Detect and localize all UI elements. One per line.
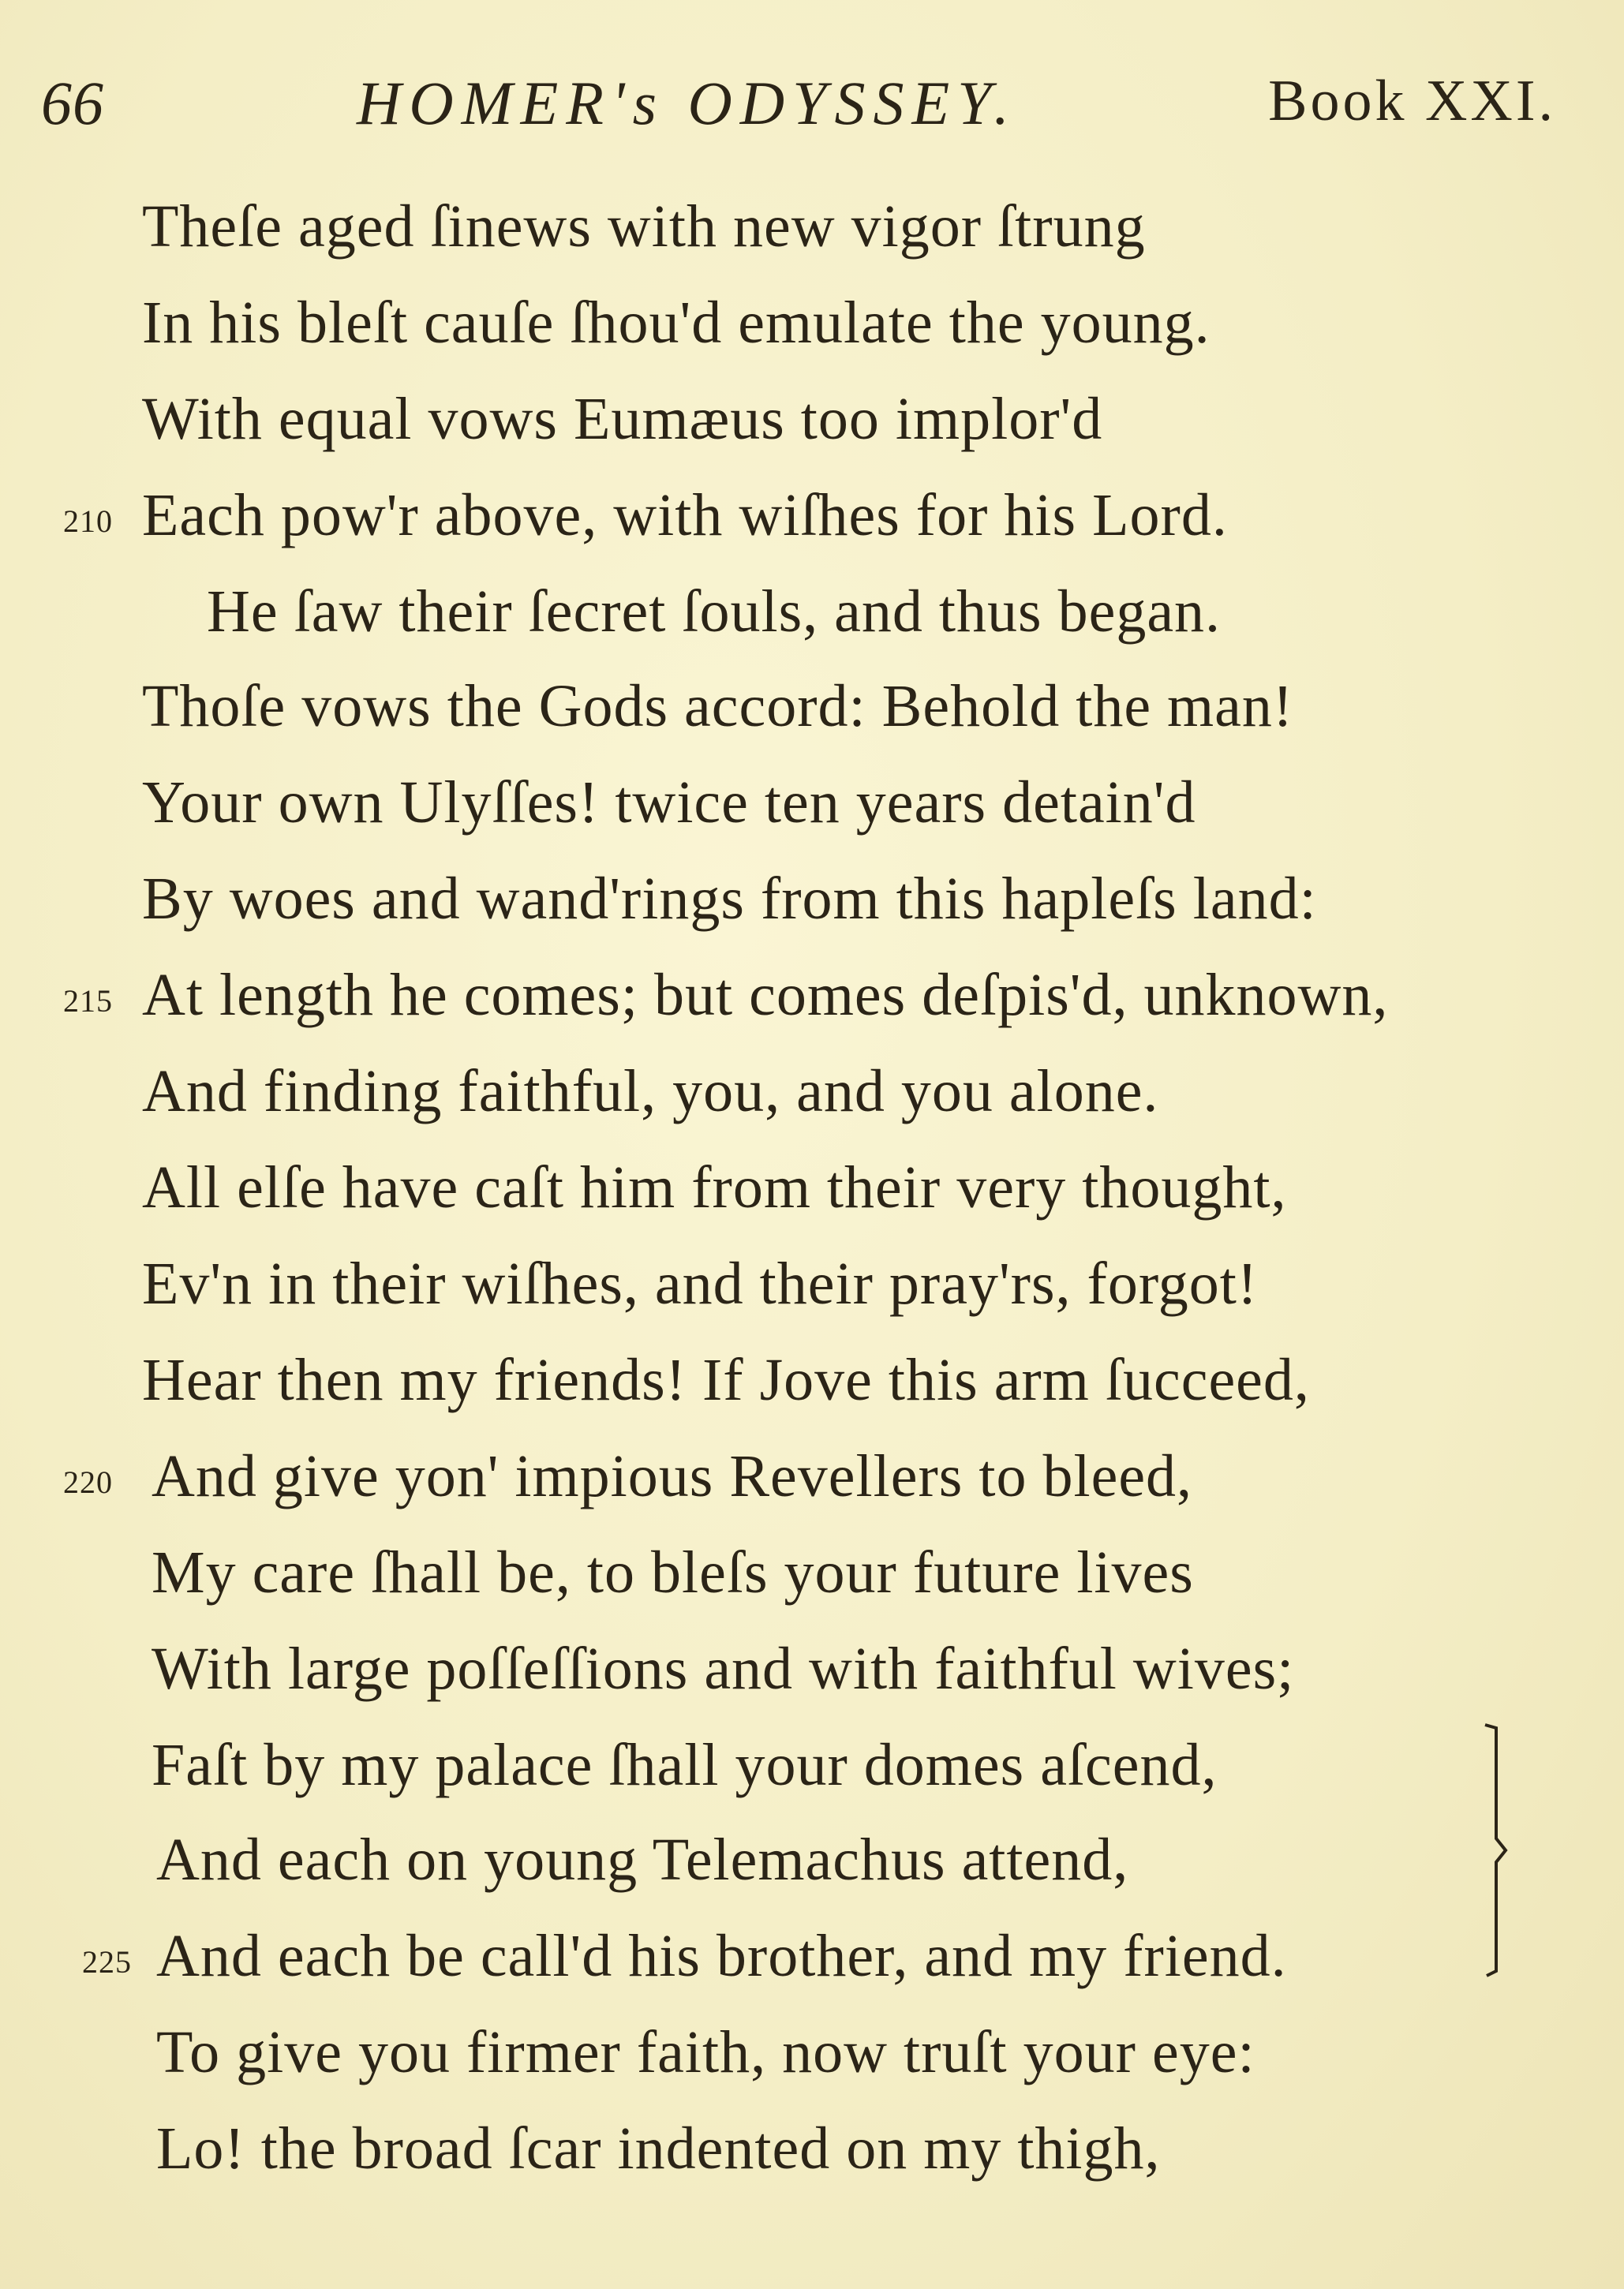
verse-text: With equal vows Eumæus too implor'd bbox=[142, 386, 1103, 452]
verse-text: All elſe have caſt him from their very thought, bbox=[142, 1154, 1287, 1221]
verse-line bbox=[0, 1052, 1624, 1148]
verse-text: Hear then my friends! If Jove this arm ſucceed, bbox=[142, 1347, 1310, 1413]
verse-line bbox=[0, 1148, 1624, 1244]
verse-line bbox=[0, 1533, 1624, 1629]
verse-line bbox=[0, 283, 1624, 380]
book-label: Book XXI. bbox=[1268, 69, 1556, 133]
verse-text: With large poſſeſſions and with faithful wives; bbox=[152, 1636, 1295, 1702]
triplet-brace bbox=[1480, 1720, 1512, 1980]
verse-text: Each pow'r above, with wiſhes for his Lord. bbox=[142, 482, 1228, 548]
verse-text: My care ſhall be, to bleſs your future lives bbox=[152, 1539, 1194, 1606]
verse-line bbox=[0, 1244, 1624, 1341]
line-number: 225 bbox=[82, 1944, 132, 1980]
verse-text: And finding faithful, you, and you alone. bbox=[142, 1058, 1159, 1124]
verse-text: At length he comes; but comes deſpis'd, unknown, bbox=[142, 962, 1389, 1028]
verse-text: He ſaw their ſecret ſouls, and thus began. bbox=[207, 578, 1222, 645]
verse-text: Ev'n in their wiſhes, and their pray'rs, forgot! bbox=[142, 1251, 1259, 1317]
line-number: 210 bbox=[63, 503, 113, 539]
verse-line bbox=[0, 1341, 1624, 1437]
verse-text: In his bleſt cauſe ſhou'd emulate the young. bbox=[142, 290, 1211, 356]
verse-text: Thoſe vows the Gods accord: Behold the man! bbox=[142, 673, 1294, 739]
verse-text: Lo! the broad ſcar indented on my thigh, bbox=[156, 2115, 1161, 2182]
verse-line bbox=[0, 1820, 1624, 1917]
verse-line bbox=[0, 1437, 1624, 1533]
verse-text: And each on young Telemachus attend, bbox=[156, 1827, 1129, 1893]
verse-line bbox=[0, 2013, 1624, 2109]
verse-text: Theſe aged ſinews with new vigor ſtrung bbox=[142, 193, 1146, 260]
verse-text: Faſt by my palace ſhall your domes aſcend, bbox=[152, 1732, 1218, 1798]
line-number: 220 bbox=[63, 1464, 113, 1500]
verse-text: By woes and wand'rings from this hapleſs land: bbox=[142, 866, 1317, 932]
verse-text: Your own Ulyſſes! twice ten years detain'd bbox=[142, 769, 1196, 836]
verse-text: And each be call'd his brother, and my friend. bbox=[156, 1923, 1287, 1989]
page-header bbox=[41, 68, 1556, 147]
verse-line bbox=[0, 572, 1624, 668]
verse-line bbox=[0, 476, 1624, 572]
verse-line bbox=[0, 187, 1624, 283]
verse-line bbox=[0, 667, 1624, 763]
verse-line bbox=[0, 763, 1624, 859]
verse-line bbox=[0, 2109, 1624, 2205]
verse-line bbox=[0, 1629, 1624, 1726]
verse-line bbox=[0, 380, 1624, 476]
verse-text: To give you firmer faith, now truſt your eye: bbox=[156, 2019, 1255, 2085]
verse-line bbox=[0, 1726, 1624, 1822]
verse-line bbox=[0, 859, 1624, 956]
page-number: 66 bbox=[41, 69, 104, 137]
verse-text: And give yon' impious Revellers to bleed, bbox=[152, 1443, 1193, 1509]
line-number: 215 bbox=[63, 983, 113, 1019]
verse-line bbox=[0, 956, 1624, 1052]
verse-line bbox=[0, 1917, 1624, 2013]
running-title: HOMER's ODYSSEY. bbox=[357, 69, 1017, 137]
